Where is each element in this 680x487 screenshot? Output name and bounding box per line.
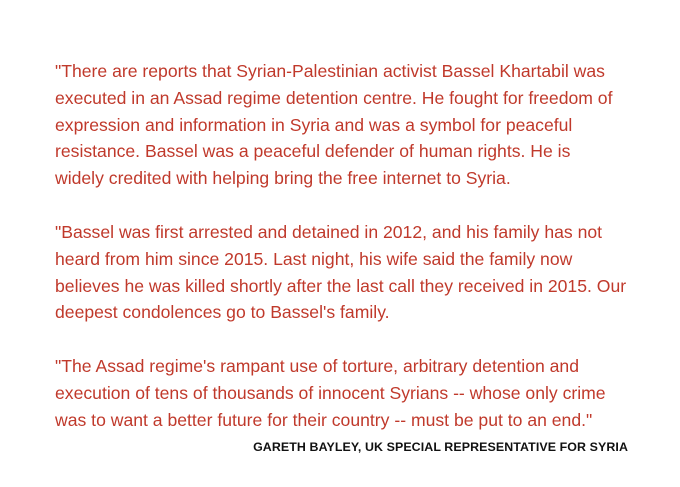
quote-line: believes he was killed shortly after the last call they received in 2015. Our [55, 275, 627, 296]
quote-line: "The Assad regime's rampant use of torture, arbitrary detention and [55, 356, 580, 377]
quote-line: "Bassel was first arrested and detained in 2012, and his family has not [55, 221, 603, 242]
quote-line: expression and information in Syria and was a symbol for peaceful [55, 114, 573, 135]
quote-line: "There are reports that Syrian-Palestinian activist Bassel Khartabil was [55, 61, 605, 81]
quote-line: execution of tens of thousands of innocent Syrians -- whose only crime [55, 382, 606, 403]
quote-line: resistance. Bassel was a peaceful defender of human rights. He is [55, 141, 571, 162]
statement-quote [55, 58, 655, 461]
quote-line: was to want a better future for their country -- must be put to an end." [55, 409, 593, 430]
quote-line: widely credited with helping bring the free internet to Syria. [55, 168, 511, 189]
quote-line: heard from him since 2015. Last night, his wife said the family now [55, 248, 573, 269]
quote-paragraph-1 [55, 58, 655, 192]
quote-line: deepest condolences go to Bassel's family. [55, 302, 390, 323]
quote-paragraph-2 [55, 219, 655, 326]
attribution: GARETH BAYLEY, UK SPECIAL REPRESENTATIVE FOR SYRIA [253, 440, 628, 454]
quote-paragraph-3 [55, 353, 655, 433]
quote-line: executed in an Assad regime detention centre. He fought for freedom of [55, 87, 613, 108]
